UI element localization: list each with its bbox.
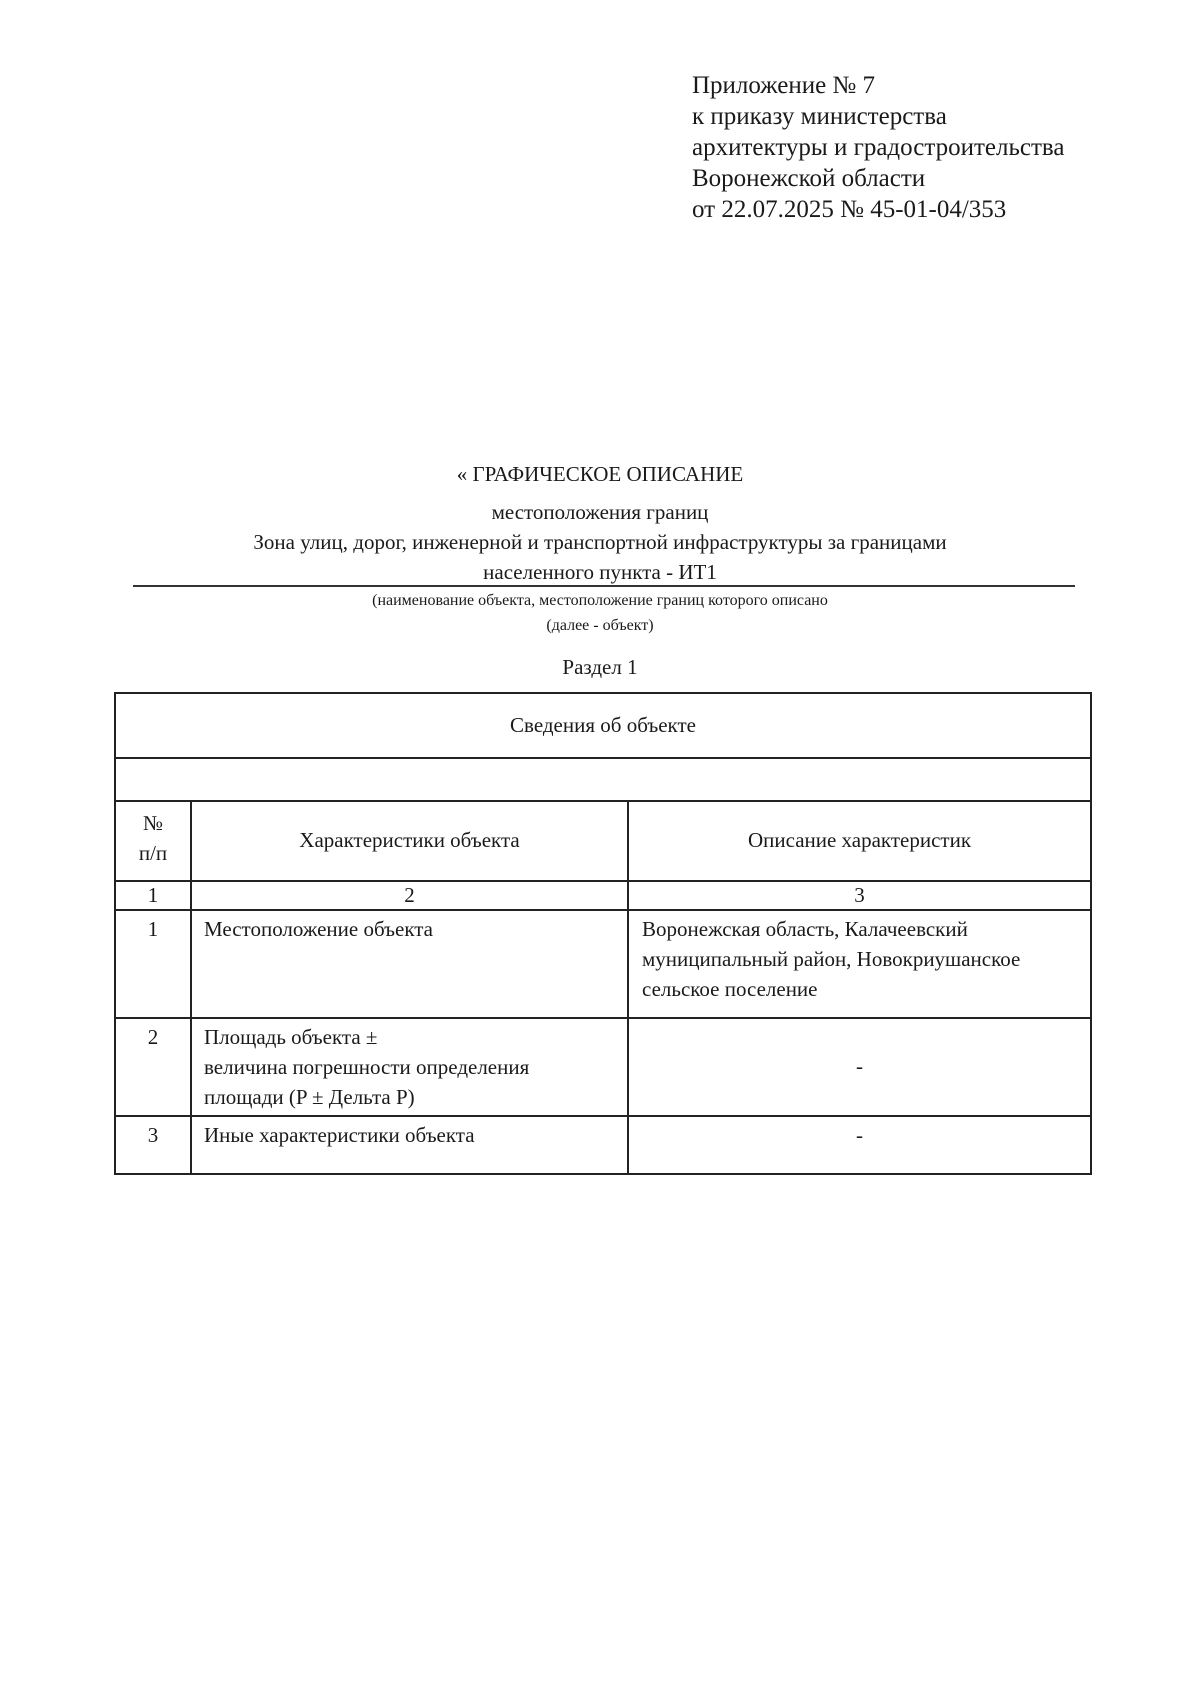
cell-line: величина погрешности определения — [204, 1055, 530, 1079]
cell-line: сельское поселение — [642, 977, 818, 1001]
cell-line: Воронежская область, Калачеевский — [642, 917, 968, 941]
object-name-line: населенного пункта - ИТ1 — [483, 560, 717, 584]
object-info-table — [114, 692, 1092, 1175]
cell-line: муниципальный район, Новокриушанское — [642, 947, 1021, 971]
underline-divider — [133, 585, 1075, 587]
row-description: - — [856, 1054, 863, 1078]
row-characteristic — [204, 914, 624, 944]
column-number: 2 — [404, 883, 415, 907]
header-characteristic: Характеристики объекта — [299, 828, 520, 852]
table-rule — [116, 800, 1090, 802]
row-characteristic — [204, 1022, 624, 1112]
header-num-line: п/п — [138, 841, 168, 865]
document-title: « ГРАФИЧЕСКОЕ ОПИСАНИЕ — [456, 462, 744, 486]
row-number: 2 — [147, 1025, 159, 1049]
row-number: 1 — [147, 917, 159, 941]
table-rule — [116, 1115, 1090, 1117]
row-number: 3 — [147, 1123, 159, 1147]
column-number: 1 — [147, 883, 159, 907]
table-rule — [116, 909, 1090, 911]
cell-line: площади (P ± Дельта P) — [204, 1085, 415, 1109]
row-description — [642, 914, 1088, 1004]
appendix-line: Воронежской области — [692, 165, 926, 192]
cell-line: Местоположение объекта — [204, 917, 434, 941]
table-rule — [116, 757, 1090, 759]
appendix-line: Приложение № 7 — [692, 72, 876, 99]
cell-line: Иные характеристики объекта — [204, 1123, 475, 1147]
header-num — [116, 808, 190, 868]
table-rule — [627, 800, 629, 1175]
header-num-line: № — [142, 811, 164, 835]
document-subtitle: местоположения границ — [491, 500, 709, 524]
appendix-line: к приказу министерства — [692, 103, 947, 130]
column-number: 3 — [854, 883, 865, 907]
row-description: - — [856, 1123, 863, 1147]
appendix-line: архитектуры и градостроительства — [692, 134, 1065, 161]
object-name-line: Зона улиц, дорог, инженерной и транспортной инфраструктуры за границами — [253, 530, 947, 554]
row-characteristic — [204, 1120, 624, 1150]
cell-line: Площадь объекта ± — [204, 1025, 378, 1049]
header-description: Описание характеристик — [747, 828, 972, 852]
table-rule — [190, 800, 192, 1175]
table-caption: Сведения об объекте — [510, 713, 696, 737]
appendix-header — [692, 70, 1064, 225]
table-rule — [116, 1017, 1090, 1019]
object-name-note: (наименование объекта, местоположение границ которого описано — [372, 592, 828, 609]
object-name-note: (далее - объект) — [546, 617, 654, 634]
section-title: Раздел 1 — [562, 655, 638, 679]
appendix-line: от 22.07.2025 № 45-01-04/353 — [692, 196, 1007, 223]
